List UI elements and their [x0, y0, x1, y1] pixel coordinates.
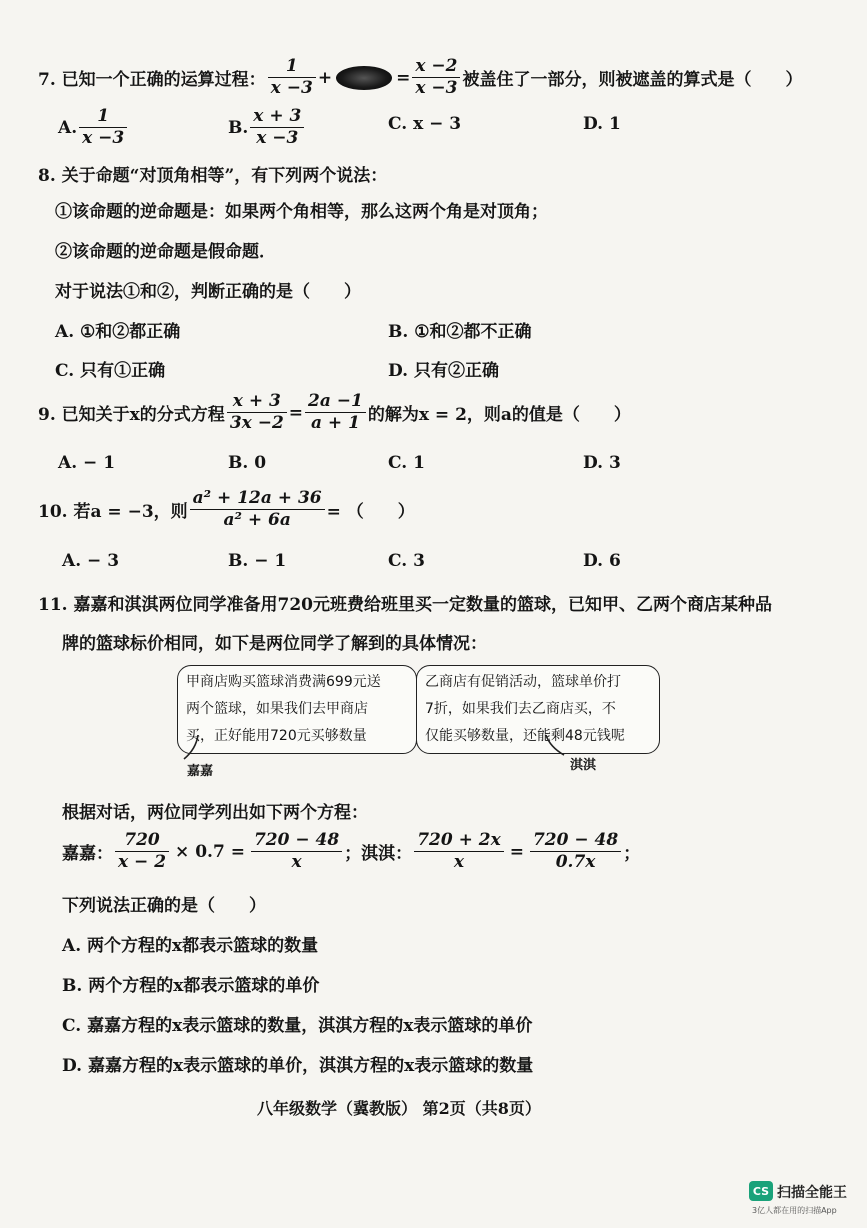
- qiqi-fraction-1: $\frac{720 + 2x}{x}$: [414, 832, 504, 871]
- q9-fraction-1: $\frac{x + 3}{3x -2}$: [227, 393, 287, 432]
- q11-option-a[interactable]: A. 两个方程的x都表示篮球的数量: [62, 936, 319, 956]
- q7-stem-tail: 被盖住了一部分，则被遮盖的算式是（ ）: [462, 70, 803, 90]
- equals-sign: =: [396, 67, 411, 88]
- q8-statement-1: ①该命题的逆命题是：如果两个角相等，那么这两个角是对顶角；: [55, 202, 548, 222]
- q9-stem: 9. 已知关于x的分式方程 $\frac{x + 3}{3x -2}$ = $\frac{2a -1}{a + 1}$ 的解为x = 2，则a的值是（ ）: [38, 391, 631, 433]
- q8-statement-2: ②该命题的逆命题是假命题．: [55, 242, 276, 262]
- q8-question: 对于说法①和②，判断正确的是（ ）: [55, 282, 361, 302]
- q7-fraction-2: $\frac{x -2}{x -3}$: [412, 58, 460, 97]
- q9-option-c[interactable]: C. 1: [388, 453, 425, 473]
- jiajia-fraction-1: $\frac{720}{x - 2}$: [115, 832, 169, 871]
- watermark-name: 扫描全能王: [777, 1185, 847, 1201]
- q11-question: 下列说法正确的是（ ）: [62, 896, 266, 916]
- smudge-icon: [336, 66, 392, 90]
- q8-option-c[interactable]: C. 只有①正确: [55, 361, 166, 381]
- q8-option-b[interactable]: B. ①和②都不正确: [388, 322, 532, 342]
- q11-option-b[interactable]: B. 两个方程的x都表示篮球的单价: [62, 976, 320, 996]
- q11-intro: 根据对话，两位同学列出如下两个方程：: [62, 803, 368, 823]
- q7-stem: [38, 58, 802, 97]
- q8-option-d[interactable]: D. 只有②正确: [388, 361, 499, 381]
- q11-stem-line-1: 11. 嘉嘉和淇淇两位同学准备用720元班费给班里买一定数量的篮球，已知甲、乙两个商店某种品: [38, 595, 772, 615]
- speech-bubble-qiqi: 乙商店有促销活动，篮球单价打 7折，如果我们去乙商店买，不 仅能买够数量，还能剩48元钱呢: [416, 665, 660, 754]
- q10-stem: 10. 若a = −3，则 $\frac{\text{a² + 12a + 36}}{\text{a² + 6a}}$ = （ ）: [38, 488, 415, 530]
- watermark-subtitle: 3亿人都在用的扫描App: [752, 1206, 837, 1215]
- page-footer: 八年级数学（冀教版） 第2页（共8页）: [257, 1099, 541, 1118]
- q10-option-c[interactable]: C. 3: [388, 551, 425, 571]
- q9-option-b[interactable]: B. 0: [228, 453, 267, 473]
- q7-fraction-1: $\frac{1}{x -3}$: [268, 58, 316, 97]
- q9-fraction-2: $\frac{2a -1}{a + 1}$: [305, 393, 366, 432]
- q8-stem: 8. 关于命题“对顶角相等”，有下列两个说法：: [38, 166, 388, 186]
- jiajia-fraction-2: $\frac{720 - 48}{x}$: [251, 832, 342, 871]
- q10-option-b[interactable]: B. − 1: [228, 551, 287, 571]
- q11-option-c[interactable]: C. 嘉嘉方程的x表示篮球的数量，淇淇方程的x表示篮球的单价: [62, 1016, 533, 1036]
- q11-option-d[interactable]: D. 嘉嘉方程的x表示篮球的单价，淇淇方程的x表示篮球的数量: [62, 1056, 534, 1076]
- q11-stem-line-2: 牌的篮球标价相同，如下是两位同学了解到的具体情况：: [62, 634, 487, 654]
- q10-fraction: $\frac{\text{a² + 12a + 36}}{\text{a² + 6a}}$: [190, 490, 325, 529]
- q11-equations: 嘉嘉： $\frac{720}{x - 2}$ × 0.7 = $\frac{720 - 48}{x}$ ；淇淇： $\frac{720 + 2x}{x}$ = $\frac{720 - 48}{0.7x}$ ；: [62, 830, 641, 872]
- q7-option-c[interactable]: C. x − 3: [388, 114, 462, 134]
- speaker-jiajia: 嘉嘉: [187, 764, 214, 779]
- q8-option-a[interactable]: A. ①和②都正确: [55, 322, 181, 342]
- q10-option-d[interactable]: D. 6: [583, 551, 621, 571]
- q10-option-a[interactable]: A. − 3: [62, 551, 120, 571]
- speaker-qiqi: 淇淇: [570, 758, 597, 773]
- qiqi-fraction-2: $\frac{720 - 48}{0.7x}$: [530, 832, 621, 871]
- q7-option-a[interactable]: A. $\frac{1}{x -3}$: [58, 108, 129, 147]
- q7-stem-text: 7. 已知一个正确的运算过程：: [38, 70, 266, 90]
- q7-option-b[interactable]: B. $\frac{x + 3}{x -3}$: [228, 108, 306, 147]
- q9-option-a[interactable]: A. − 1: [58, 453, 116, 473]
- q9-option-d[interactable]: D. 3: [583, 453, 621, 473]
- camscanner-logo-icon: CS: [749, 1181, 773, 1201]
- speech-bubble-jiajia: 甲商店购买篮球消费满699元送 两个篮球，如果我们去甲商店 买，正好能用720元买够数量: [177, 665, 417, 754]
- plus-sign: +: [317, 67, 333, 88]
- q7-option-d[interactable]: D. 1: [583, 114, 621, 134]
- speech-bubble-tail-left: [178, 735, 228, 763]
